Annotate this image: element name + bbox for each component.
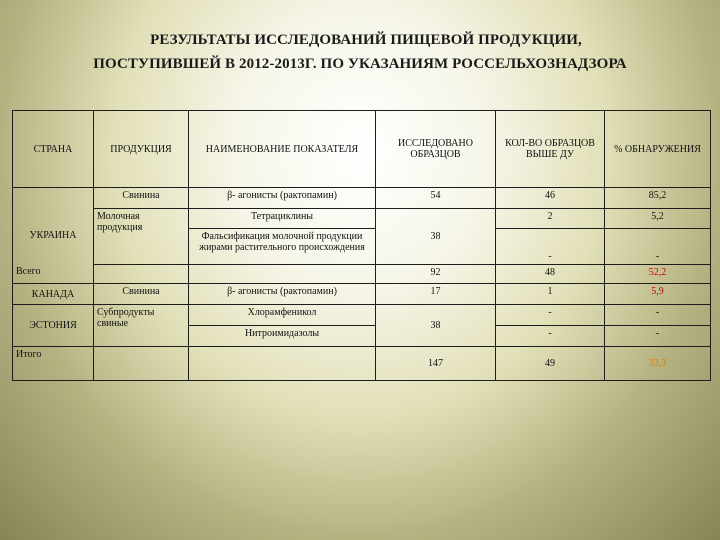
table-row <box>13 188 711 209</box>
indicator-cell: Хлорамфеникол <box>189 305 376 326</box>
above-limit-cell: 2 <box>496 209 605 229</box>
grand-total-above-limit-cell: 49 <box>496 347 605 381</box>
country-total-label <box>13 266 94 305</box>
indicator-cell: Нитроимидазолы <box>189 326 376 347</box>
above-limit-cell: - <box>496 326 605 347</box>
percent-cell: 5,2 <box>605 209 711 229</box>
product-cell: Свинина <box>94 188 189 209</box>
header-tested: ИССЛЕДОВАНО ОБРАЗЦОВ <box>376 111 496 188</box>
total-percent-cell: 52,2 <box>605 265 711 284</box>
country-ukraine: УКРАИНА <box>13 188 94 284</box>
percent-cell: - <box>605 305 711 326</box>
results-table <box>12 110 711 381</box>
tested-cell: 54 <box>376 188 496 209</box>
country-estonia: ЭСТОНИЯ <box>13 305 94 347</box>
header-above-limit: КОЛ-ВО ОБРАЗЦОВ ВЫШЕ ДУ <box>496 111 605 188</box>
total-above-limit-cell: 48 <box>496 265 605 284</box>
header-indicator: НАИМЕНОВАНИЕ ПОКАЗАТЕЛЯ <box>189 111 376 188</box>
indicator-cell: Тетрациклины <box>189 209 376 229</box>
indicator-cell: β- агонисты (рактопамин) <box>189 188 376 209</box>
above-limit-cell: 46 <box>496 188 605 209</box>
table-header-row <box>13 111 711 188</box>
tested-cell: 17 <box>376 284 496 305</box>
percent-cell: 85,2 <box>605 188 711 209</box>
country-canada: КАНАДА <box>31 289 75 300</box>
percent-cell: - <box>605 229 711 265</box>
table-row <box>13 209 711 229</box>
total-label: Всего <box>16 266 41 277</box>
table-row <box>13 347 711 381</box>
header-country: СТРАНА <box>13 111 94 188</box>
tested-cell: 38 <box>376 209 496 265</box>
product-cell: Свинина <box>94 284 189 305</box>
indicator-cell: β- агонисты (рактопамин) <box>189 284 376 305</box>
percent-cell: 5,9 <box>605 284 711 305</box>
empty-cell <box>189 265 376 284</box>
product-cell: Молочная продукция <box>94 209 189 265</box>
empty-cell <box>94 265 189 284</box>
percent-cell: - <box>605 326 711 347</box>
page-title <box>0 28 720 76</box>
empty-cell <box>94 347 189 381</box>
above-limit-cell: 1 <box>496 284 605 305</box>
table-row <box>13 265 711 284</box>
product-cell: Субпродукты свиные <box>94 305 189 347</box>
table-row <box>13 284 711 305</box>
title-line-2: ПОСТУПИВШЕЙ В 2012-2013Г. ПО УКАЗАНИЯМ РОССЕЛЬХОЗНАДЗОРА <box>93 56 627 72</box>
header-percent: % ОБНАРУЖЕНИЯ <box>605 111 711 188</box>
total-tested-cell: 92 <box>376 265 496 284</box>
indicator-cell: Фальсификация молочной продукции жирами растительного происхождения <box>189 229 376 265</box>
grand-total-tested-cell: 147 <box>376 347 496 381</box>
title-line-1: РЕЗУЛЬТАТЫ ИССЛЕДОВАНИЙ ПИЩЕВОЙ ПРОДУКЦИИ, <box>150 32 582 48</box>
tested-cell: 38 <box>376 305 496 347</box>
grand-total-percent-cell: 33,3 <box>605 347 711 381</box>
header-product: ПРОДУКЦИЯ <box>94 111 189 188</box>
table-row <box>13 305 711 326</box>
empty-cell <box>189 347 376 381</box>
above-limit-cell: - <box>496 305 605 326</box>
above-limit-cell: - <box>496 229 605 265</box>
grand-total-label: Итого <box>13 347 94 381</box>
